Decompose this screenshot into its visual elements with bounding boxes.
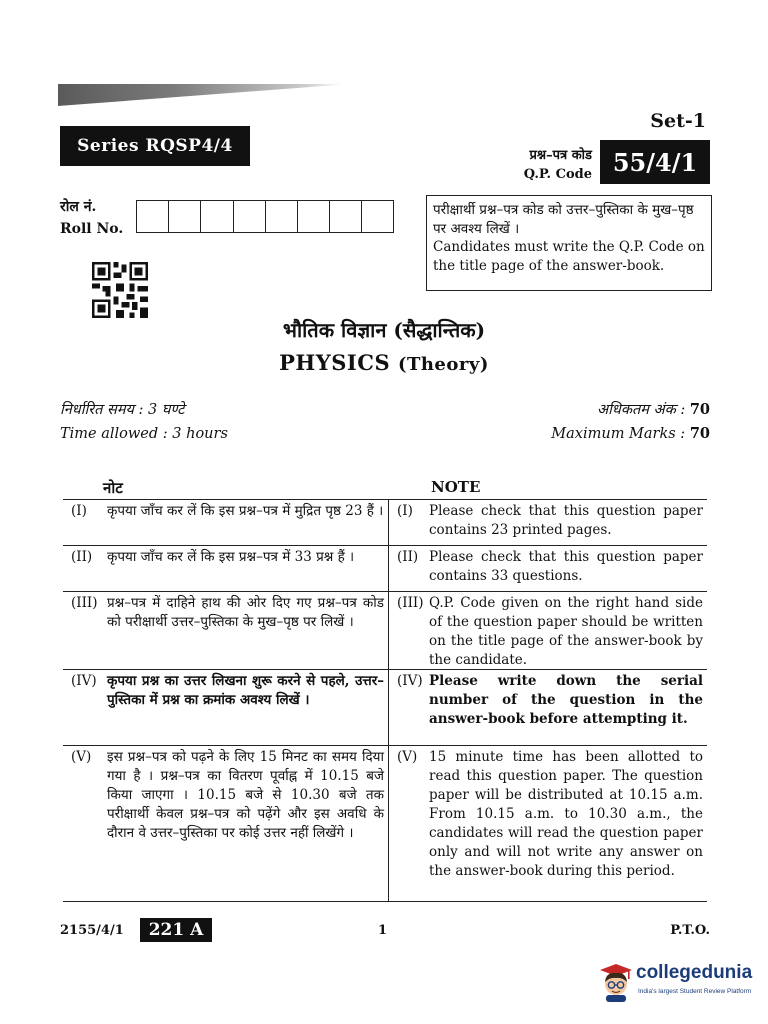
qp-code-instruction-box <box>426 195 712 291</box>
note-english-cell <box>389 592 707 669</box>
notes-header-english: NOTE <box>431 478 481 496</box>
note-text: Q.P. Code given on the right hand side of the question paper should be written on the title page of the answer-book by the candidate. <box>429 595 703 668</box>
note-hindi-cell <box>63 546 389 591</box>
roll-number-boxes <box>136 200 394 233</box>
set-label: Set-1 <box>650 110 706 132</box>
title-english <box>0 350 768 375</box>
header-decorative-bar <box>58 84 344 106</box>
note-number: (V) <box>71 749 92 765</box>
note-number: (II) <box>397 549 419 565</box>
note-english-cell <box>389 546 707 591</box>
brand-tagline: India's largest Student Review Platform <box>638 988 752 995</box>
qp-code-labels <box>506 146 592 184</box>
title-sub: (Theory) <box>397 354 489 375</box>
note-text: कृपया जाँच कर लें कि इस प्रश्न–पत्र में 33 प्रश्न हैं । <box>107 549 355 565</box>
maximum-marks <box>551 398 710 446</box>
note-text: कृपया जाँच कर लें कि इस प्रश्न–पत्र में मुद्रित पृष्ठ 23 हैं । <box>107 503 384 519</box>
roll-number-cell[interactable] <box>136 200 168 233</box>
roll-number-cell[interactable] <box>233 200 265 233</box>
time-hindi: निर्धारित समय : 3 घण्टे <box>60 402 185 418</box>
time-allowed <box>60 398 228 446</box>
marks-english-label: Maximum Marks : <box>551 426 690 442</box>
roll-number-cell[interactable] <box>200 200 232 233</box>
note-number: (I) <box>397 503 413 519</box>
note-english-cell <box>389 746 707 901</box>
paper-badge: 221 A <box>140 918 212 942</box>
note-number: (III) <box>397 595 424 611</box>
note-text: 15 minute time has been allotted to read this question paper. The question paper will be distributed at 10.15 a.m. From 10.15 a.m. to 10.30 a.m., the candidates will read the question paper only and will not write any answer on the answer-book during this period. <box>429 749 703 879</box>
marks-hindi-value: 70 <box>689 401 710 418</box>
student-mascot-icon <box>594 960 634 1002</box>
pto-label: P.T.O. <box>670 923 710 938</box>
note-english-cell <box>389 670 707 745</box>
roll-number-labels <box>60 196 123 240</box>
time-english: Time allowed : 3 hours <box>60 426 228 442</box>
notes-header <box>63 474 707 500</box>
roll-number-cell[interactable] <box>329 200 361 233</box>
note-hindi-cell <box>63 746 389 901</box>
table-row <box>63 592 707 670</box>
note-text: प्रश्न–पत्र में दाहिने हाथ की ओर दिए गए प्रश्न–पत्र कोड को परीक्षार्थी उत्तर–पुस्तिका के मुख–पृष्ठ पर लिखें । <box>107 595 384 630</box>
note-text: Please check that this question paper contains 23 printed pages. <box>429 503 703 538</box>
note-number: (III) <box>71 595 98 611</box>
roll-number-cell[interactable] <box>265 200 297 233</box>
page-number: 1 <box>378 923 388 938</box>
qp-label-hindi: प्रश्न–पत्र कोड <box>529 148 592 163</box>
note-number: (IV) <box>397 673 423 689</box>
note-text: Please write down the serial number of the question in the answer-book before attempting it. <box>429 673 703 727</box>
table-row <box>63 546 707 592</box>
note-text: इस प्रश्न–पत्र को पढ़ने के लिए 15 मिनट का समय दिया गया है । प्रश्न–पत्र का वितरण पूर्वाह्न में 10.15 बजे किया जाएगा । 10.15 बजे से 10.30 बजे तक परीक्षार्थी केवल प्रश्न–पत्र को पढ़ेंगे और इस अवधि के दौरान वे उत्तर–पुस्तिका पर कोई उत्तर नहीं लिखेंगे । <box>107 749 384 841</box>
notes-header-hindi: नोट <box>103 479 123 497</box>
marks-hindi <box>551 398 710 422</box>
title-hindi: भौतिक विज्ञान (सैद्धान्तिक) <box>282 318 486 342</box>
brand-name: collegedunia <box>636 962 753 983</box>
table-row <box>63 746 707 902</box>
instruction-hindi: परीक्षार्थी प्रश्न–पत्र कोड को उत्तर–पुस्तिका के मुख–पृष्ठ पर अवश्य लिखें । <box>433 202 694 237</box>
page-footer <box>0 918 768 944</box>
note-text: कृपया प्रश्न का उत्तर लिखना शुरू करने से पहले, उत्तर–पुस्तिका में प्रश्न का क्रमांक अवश्य लिखें । <box>107 673 384 708</box>
notes-table <box>63 474 707 902</box>
note-english-cell <box>389 500 707 545</box>
roll-label-english: Roll No. <box>60 221 124 237</box>
roll-number-cell[interactable] <box>168 200 200 233</box>
note-number: (II) <box>71 549 93 565</box>
series-label: Series RQSP4/4 <box>60 126 250 166</box>
paper-code: 2155/4/1 <box>60 923 124 938</box>
note-number: (I) <box>71 503 87 519</box>
note-number: (V) <box>397 749 418 765</box>
note-hindi-cell <box>63 592 389 669</box>
note-number: (IV) <box>71 673 97 689</box>
instruction-english: Candidates must write the Q.P. Code on the title page of the answer-book. <box>433 239 705 274</box>
qp-code: 55/4/1 <box>600 140 710 184</box>
note-text: Please check that this question paper contains 33 questions. <box>429 549 703 584</box>
roll-number-cell[interactable] <box>297 200 329 233</box>
qp-label-english: Q.P. Code <box>523 167 592 182</box>
marks-english-value: 70 <box>689 425 710 442</box>
roll-label-hindi: रोल नं. <box>60 199 97 215</box>
collegedunia-watermark <box>594 958 760 1004</box>
table-row <box>63 670 707 746</box>
note-hindi-cell <box>63 670 389 745</box>
qr-code-icon <box>92 262 148 318</box>
marks-english <box>551 422 710 446</box>
roll-number-cell[interactable] <box>361 200 393 233</box>
note-hindi-cell <box>63 500 389 545</box>
marks-hindi-label: अधिकतम अंक : <box>597 402 690 418</box>
title-main: PHYSICS <box>279 350 391 375</box>
table-row <box>63 500 707 546</box>
